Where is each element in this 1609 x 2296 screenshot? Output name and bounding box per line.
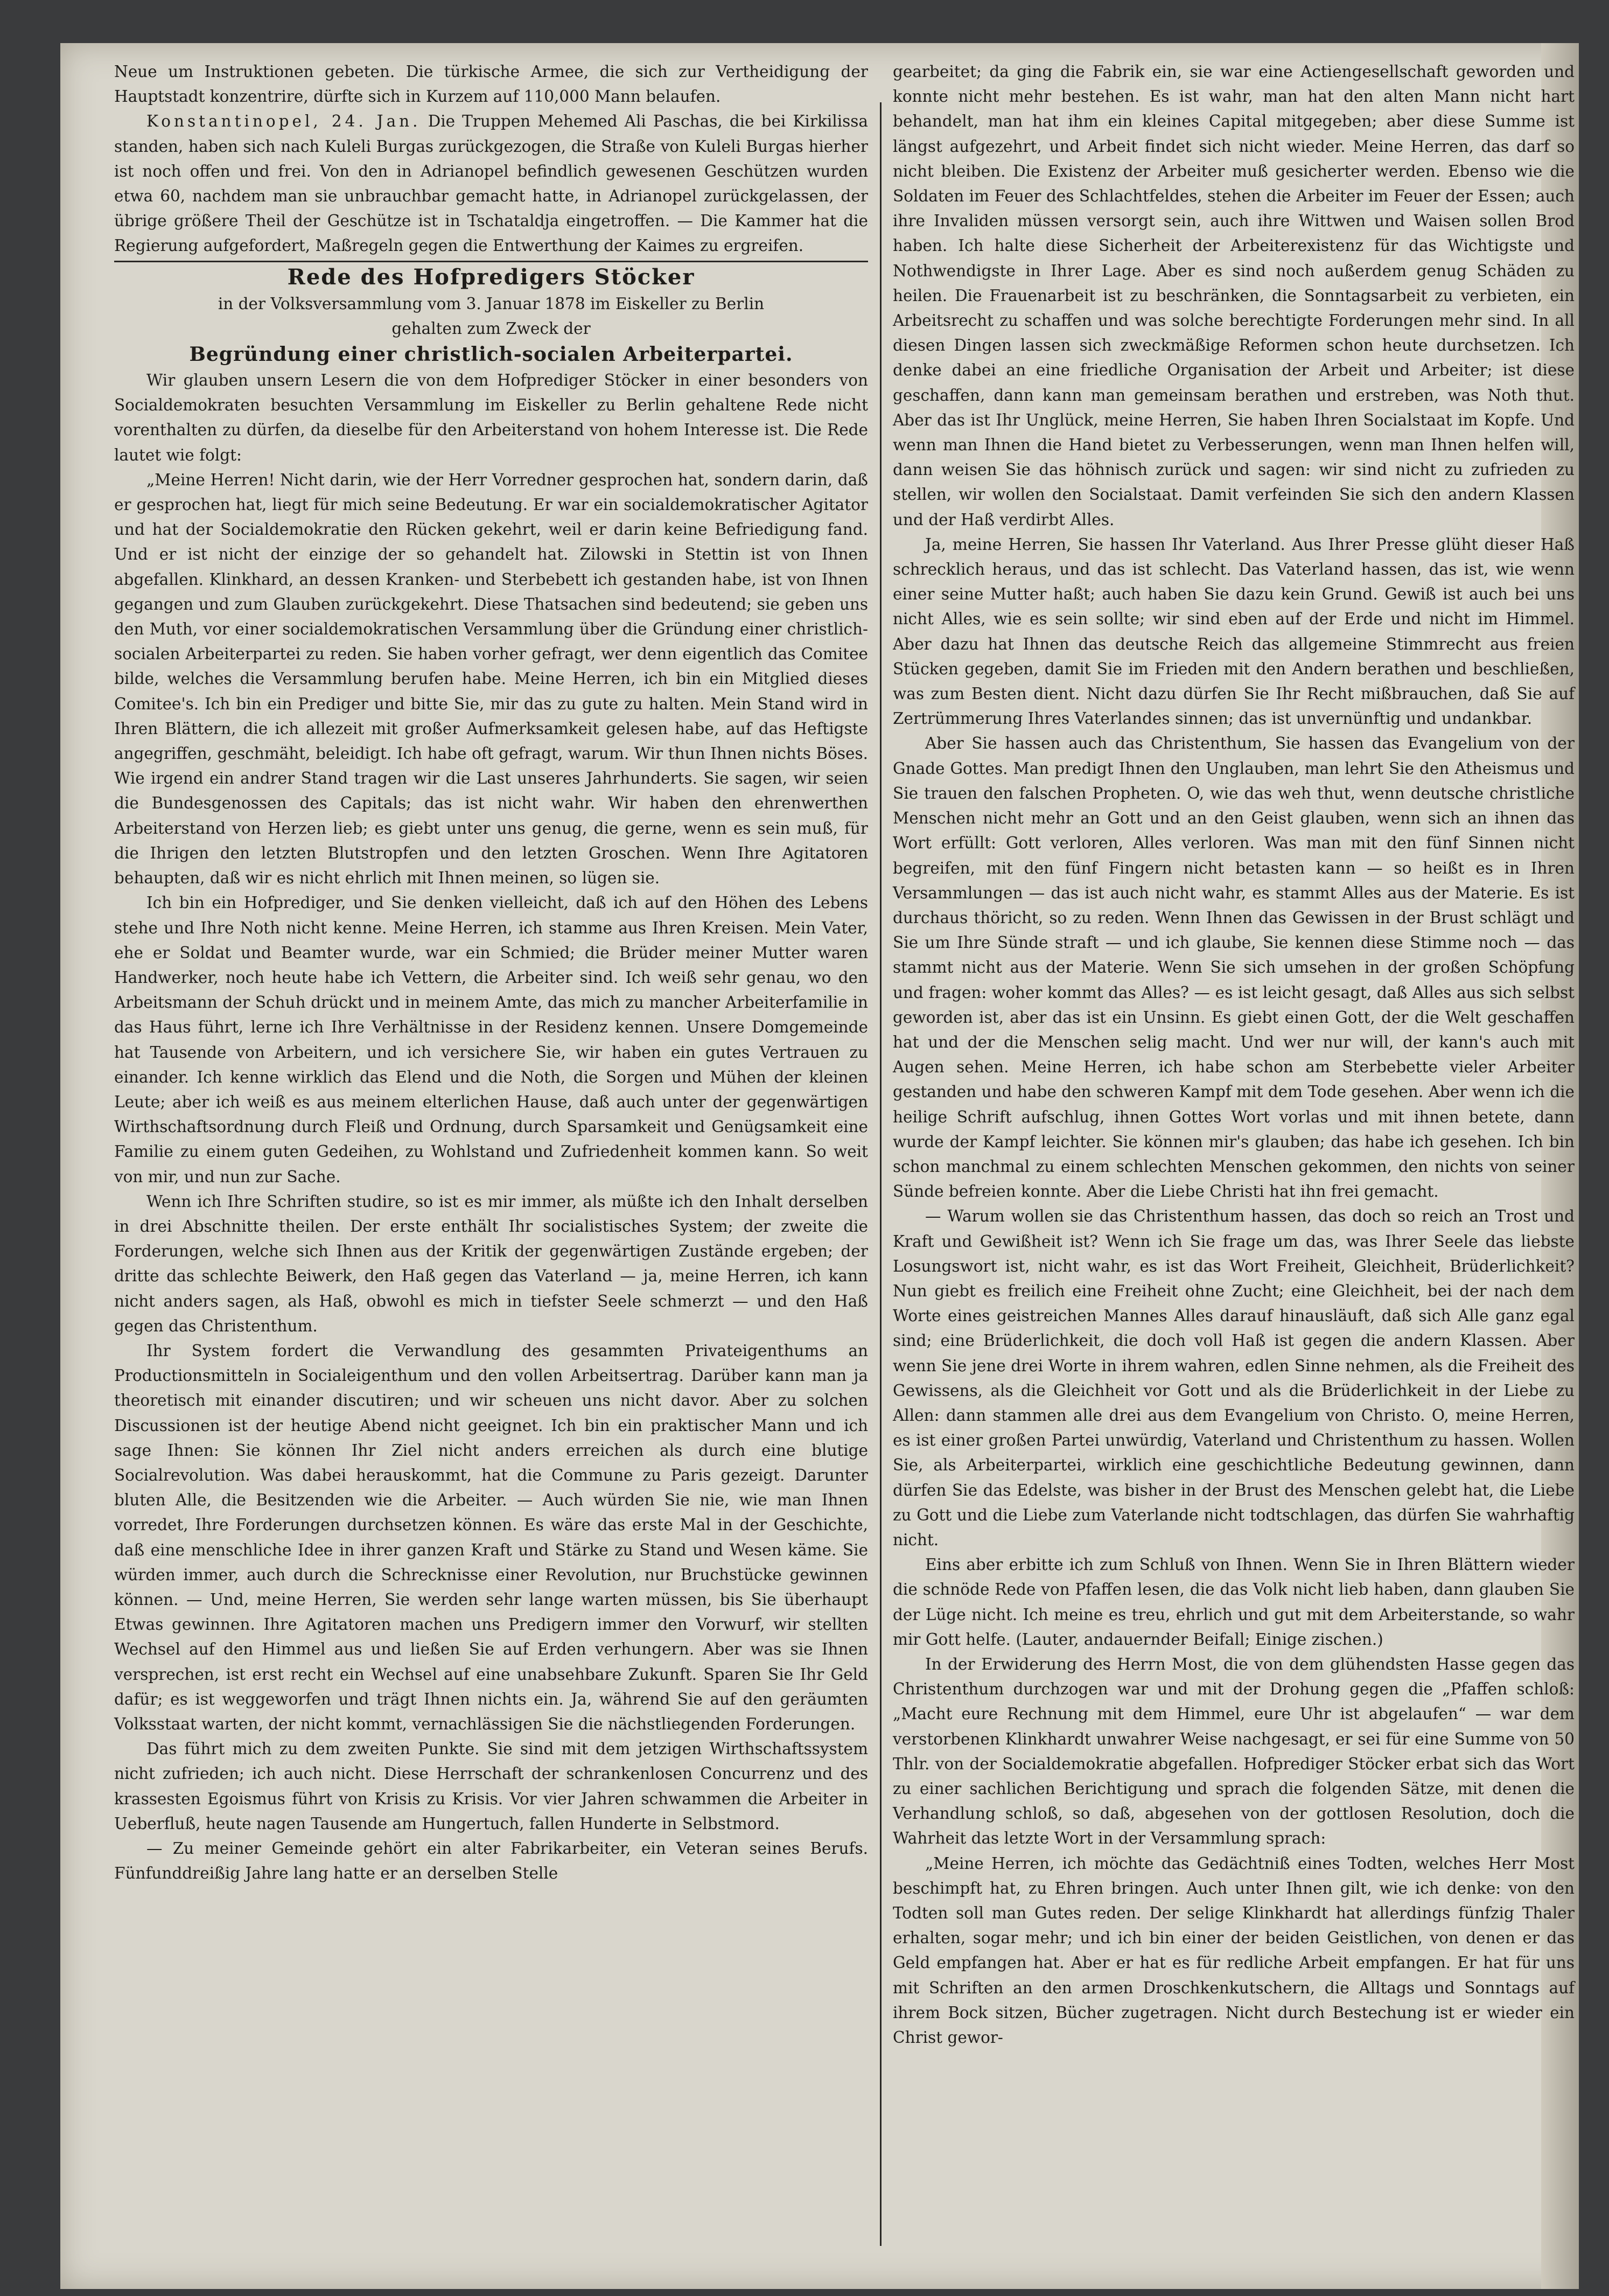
speech-paragraph: Ja, meine Herren, Sie hassen Ihr Vaterland. Aus Ihrer Presse glüht dieser Haß schrecklich heraus, und das ist schlecht. Das Vaterland hassen, das ist, wie wenn einer seine Mutter haßt; auch haben Sie dazu kein Grund. Gewiß ist auch bei uns nicht Alles, wie es sein sollte; wir sind eben auf der Erde und nicht im Himmel. Aber dazu hat Ihnen das deutsche Reich das allgemeine Stimmrecht aus freien Stücken gegeben, damit Sie im Frieden mit den Andern berathen und beschließen, was zum Besten dient. Nicht dazu dürfen Sie Ihr Recht mißbrauchen, daß Sie auf Zertrümmerung Ihres Vaterlandes sinnen; das ist unvernünftig und undankbar.: [893, 535, 1575, 728]
section-rule: [114, 261, 868, 262]
article-subheading-2: gehalten zum Zweck der: [391, 319, 591, 338]
speech-paragraph: „Meine Herren! Nicht darin, wie der Herr Vorredner gesprochen hat, sondern darin, daß er gesprochen hat, liegt für mich seine Bedeutung. Er war ein socialdemokratischer Agitator und hat der Socialdemokratie den Rücken gekehrt, weil er darin keine Befriedigung fand. Und er ist nicht der einzige der so gehandelt hat. Zilowski in Stettin ist von Ihnen abgefallen. Klinkhard, an dessen Kranken- und Sterbebett ich gestanden habe, ist von Ihnen gegangen und zum Glauben zurückgekehrt. Diese Thatsachen sind bedeutend; sie geben uns den Muth, vor einer socialdemokratischen Versammlung über die Gründung einer christlich-socialen Arbeiterpartei zu reden. Sie haben vorher gefragt, wer denn eigentlich das Comitee bilde, welches die Versammlung berufen habe. Meine Herren, ich bin ein Mitglied dieses Comitee's. Ich bin ein Prediger und bitte Sie, mir das zu gute zu halten. Mein Stand wird in Ihren Blättern, die ich allezeit mit großer Aufmerksamkeit gelesen habe, auf das Heftigste angegriffen, geschmäht, beleidigt. Ich habe oft gefragt, warum. Wir thun Ihnen nichts Böses. Wie irgend ein andrer Stand tragen wir die Last unseres Jahrhunderts. Sie sagen, wir seien die Bundesgenossen des Capitals; das ist nicht wahr. Wir haben den ehrenwerthen Arbeiterstand von Herzen lieb; es giebt unter uns genug, die gerne, wenn es sein muß, für die Ihrigen den letzten Blutstropfen und den letzten Groschen. Wenn Ihre Agitatoren behaupten, daß wir es nicht ehrlich mit Ihnen meinen, so lügen sie.: [114, 470, 868, 888]
speech-paragraph: Eins aber erbitte ich zum Schluß von Ihnen. Wenn Sie in Ihren Blättern wieder die schnöde Rede von Pfaffen lesen, die das Volk nicht lieb haben, dann glauben Sie der Lüge nicht. Ich meine es treu, ehrlich und gut mit dem Arbeiterstande, so wahr mir Gott helfe. (Lauter, andauernder Beifall; Einige zischen.): [893, 1555, 1575, 1649]
speech-paragraph: — Zu meiner Gemeinde gehört ein alter Fabrikarbeiter, ein Veteran seines Berufs. Fünfunddreißig Jahre lang hatte er an derselben Stelle: [114, 1839, 868, 1883]
news-dateline: Konstantinopel, 24. Jan.: [146, 112, 421, 131]
speech-paragraph: Das führt mich zu dem zweiten Punkte. Sie sind mit dem jetzigen Wirthschaftssystem nicht zufrieden; ich auch nicht. Diese Herrschaft der schrankenlosen Concurrenz und des krassesten Egoismus führt von Krisis zu Krisis. Vor vier Jahren schwammen die Arbeiter in Ueberfluß, heute nagen Tausende am Hungertuch, fallen Hunderte in Selbstmord.: [114, 1740, 868, 1833]
speech-paragraph: Ich bin ein Hofprediger, und Sie denken vielleicht, daß ich auf den Höhen des Lebens stehe und Ihre Noth nicht kenne. Meine Herren, ich stamme aus Ihren Kreisen. Mein Vater, ehe er Soldat und Beamter wurde, war ein Schmied; die Brüder meiner Mutter waren Handwerker, noch heute habe ich Vettern, die Arbeiter sind. Ich weiß sehr genau, wo den Arbeitsmann der Schuh drückt und in meinem Amte, das mich zu mancher Arbeiterfamilie in das Haus führt, lerne ich Ihre Verhältnisse in der Residenz kennen. Unsere Domgemeinde hat Tausende von Arbeitern, und ich versichere Sie, wir haben ein gutes Vertrauen zu einander. Ich kenne wirklich das Elend und die Noth, die Sorgen und Mühen der kleinen Leute; aber ich weiß es aus meinem elterlichen Hause, daß auch unter der gegenwärtigen Wirthschaftsordnung durch Fleiß und Ordnung, durch Sparsamkeit und Genügsamkeit eine Familie zu einem guten Gedeihen, zu Wohlstand und Zufriedenheit kommen kann. So weit von mir, und nun zur Sache.: [114, 894, 868, 1186]
left-column: [114, 59, 868, 1886]
news-paragraph-1: Neue um Instruktionen gebeten. Die türkische Armee, die sich zur Vertheidigung der Hauptstadt konzentrire, dürfte sich in Kurzem auf 110,000 Mann belaufen.: [114, 62, 868, 106]
speech-paragraph: Wenn ich Ihre Schriften studire, so ist es mir immer, als müßte ich den Inhalt derselben in drei Abschnitte theilen. Der erste enthält Ihr socialistisches System; der zweite die Forderungen, welche sich Ihnen aus der Kritik der gegenwärtigen Zustände ergeben; der dritte das schlechte Beiwerk, den Haß gegen das Vaterland — ja, meine Herren, ich kann nicht anders sagen, als Haß, obwohl es mich in tiefster Seele schmerzt — und den Haß gegen das Christenthum.: [114, 1192, 868, 1335]
speech-paragraph: Aber Sie hassen auch das Christenthum, Sie hassen das Evangelium von der Gnade Gottes. Man predigt Ihnen den Unglauben, man lehrt Sie den Atheismus und Sie trauen den falschen Propheten. O, wie das weh thut, wenn deutsche christliche Menschen nicht mehr an Gott und an den Geist glauben, wenn sich an ihnen das Wort erfüllt: Gott verloren, Alles verloren. Was man mit den fünf Sinnen nicht begreifen, mit den fünf Fingern nicht betasten kann — so heißt es in Ihren Versammlungen — das ist auch nicht wahr, es stammt Alles aus der Materie. Es ist durchaus thöricht, so zu reden. Wenn Ihnen das Gewissen in der Brust schlägt und Sie um Ihre Sünde straft — und ich glaube, Sie kennen diese Stimme noch — das stammt nicht aus der Materie. Wenn Sie sich umsehen in der großen Schöpfung und fragen: woher kommt das Alles? — es ist leicht gesagt, daß Alles aus sich selbst geworden ist, aber das ist ein Unsinn. Es giebt einen Gott, der die Welt geschaffen hat und der die Menschen selig macht. Und wer nur will, der kann's auch mit Augen sehen. Meine Herren, ich habe schon am Sterbebette vieler Arbeiter gestanden und habe den schweren Kampf mit dem Tode gesehen. Aber wenn ich die heilige Schrift aufschlug, ihnen Gottes Wort vorlas und mit ihnen betete, dann wurde der Kampf leichter. Sie können mir's glauben; das habe ich gesehen. Ich bin schon manchmal zu einem schlechten Menschen gekommen, den nichts von seiner Sünde befreien konnte. Aber die Liebe Christi hat ihn frei gemacht.: [893, 734, 1575, 1201]
article-intro: Wir glauben unsern Lesern die von dem Hofprediger Stöcker in einer besonders von Socialdemokraten besuchten Versammlung im Eiskeller zu Berlin gehaltene Rede nicht vorenthalten zu dürfen, da dieselbe für den Arbeiterstand von hohem Interesse ist. Die Rede lautet wie folgt:: [114, 371, 868, 464]
speech-paragraph: „Meine Herren, ich möchte das Gedächtniß eines Todten, welches Herr Most beschimpft hat, zu Ehren bringen. Auch unter Ihnen gilt, wie ich denke: von den Todten soll man Gutes reden. Der selige Klinkhardt hat allerdings fünfzig Thaler erhalten, sogar mehr; und ich bin einer der beiden Geistlichen, von denen er das Geld empfangen hat. Aber er hat es für redliche Arbeit empfangen. Er hat für uns mit Schriften an den armen Droschkenkutschern, die Alltags und Sonntags auf ihrem Bock sitzen, Bücher zugetragen. Nicht durch Bestechung ist er wieder ein Christ gewor-: [893, 1854, 1575, 2047]
right-column: [893, 59, 1575, 2050]
speech-paragraph: Ihr System fordert die Verwandlung des gesammten Privateigenthums an Productionsmitteln in Socialeigenthum und den vollen Arbeitsertrag. Darüber kann man ja theoretisch mit einander discutiren; und wir scheuen uns nicht davor. Aber zu solchen Discussionen ist der heutige Abend nicht geeignet. Ich bin ein praktischer Mann und ich sage Ihnen: Sie können Ihr Ziel nicht anders erreichen als durch eine blutige Socialrevolution. Was dabei herauskommt, hat die Commune zu Paris gezeigt. Darunter bluten Alle, die Besitzenden wie die Arbeiter. — Auch würden Sie nie, wie man Ihnen vorredet, Ihre Forderungen durchsetzen können. Es wäre das erste Mal in der Geschichte, daß eine menschliche Idee in ihrer ganzen Kraft und Stärke zu Stand und Wesen käme. Sie würden immer, auch durch die Schrecknisse einer Revolution, nur Bruchstücke gewinnen können. — Und, meine Herren, Sie werden sehr lange warten müssen, bis Sie überhaupt Etwas gewinnen. Ihre Agitatoren machen uns Predigern immer den Vorwurf, wir stellten Wechsel auf den Himmel aus und ließen Sie auf Erden verhungern. Aber was sie Ihnen versprechen, ist erst recht ein Wechsel auf eine unabsehbare Zukunft. Sparen Sie Ihr Geld dafür; es ist weggeworfen und trägt Ihnen nichts ein. Ja, während Sie auf den geräumten Volksstaat warten, der nicht kommt, vernachlässigen Sie die nächstliegenden Forderungen.: [114, 1341, 868, 1733]
speech-paragraph: gearbeitet; da ging die Fabrik ein, sie war eine Actiengesellschaft geworden und konnte nicht mehr bestehen. Es ist wahr, man hat den alten Mann nicht hart behandelt, man hat ihm ein kleines Capital mitgegeben; aber diese Summe ist längst aufgezehrt, und Arbeit findet sich nicht wieder. Meine Herren, das darf so nicht bleiben. Die Existenz der Arbeiter muß gesicherter werden. Ebenso wie die Soldaten im Feuer des Schlachtfeldes, stehen die Arbeiter im Feuer der Essen; auch ihre Invaliden müssen versorgt sein, auch ihre Wittwen und Waisen sollen Brod haben. Ich halte diese Sicherheit der Arbeiterexistenz für das Wichtigste und Nothwendigste in Ihrer Lage. Aber es sind noch außerdem genug Schäden zu heilen. Die Frauenarbeit ist zu beschränken, die Sonntagsarbeit zu verbieten, ein Arbeitsrecht zu schaffen und was solche berechtigte Forderungen mehr sind. In all diesen Dingen lassen sich zweckmäßige Reformen schon heute durchsetzen. Ich denke dabei an eine friedliche Organisation der Arbeit und Arbeiter; ist diese geschaffen, dann kann man gemeinsam berathen und erstreben, was Noth thut. Aber das ist Ihr Unglück, meine Herren, Sie haben Ihren Socialstaat im Kopfe. Und wenn man Ihnen die Hand bietet zu Verbesserungen, wenn man Ihnen helfen will, dann weisen Sie das höhnisch zurück und sagen: wir sind nicht zu zufrieden zu stellen, wir wollen den Socialstaat. Damit verfeinden Sie sich den andern Klassen und der Haß verdirbt Alles.: [893, 62, 1575, 529]
column-divider: [880, 102, 882, 2246]
report-paragraph: In der Erwiderung des Herrn Most, die von dem glühendsten Hasse gegen das Christenthum durchzogen war und mit der Drohung gegen die „Pfaffen schloß: „Macht eure Rechnung mit dem Himmel, eure Uhr ist abgelaufen“ — war dem verstorbenen Klinkhardt unwahrer Weise nachgesagt, er sei für eine Summe von 50 Thlr. von der Socialdemokratie abgefallen. Hofprediger Stöcker erbat sich das Wort zu einer sachlichen Berichtigung und sprach die folgenden Sätze, mit denen die Verhandlung schloß, so daß, abgesehen von der gottlosen Resolution, doch die Wahrheit das letzte Wort in der Versammlung sprach:: [893, 1655, 1575, 1848]
news-text: Die Truppen Mehemed Ali Paschas, die bei Kirkilissa standen, haben sich nach Kuleli Burgas zurückgezogen, die Straße von Kuleli Burgas hierher ist noch offen und frei. Von den in Adrianopel befindlich gewesenen Geschützen wurden etwa 60, nachdem man sie unbrauchbar gemacht hatte, in Adrianopel zurückgelassen, der übrige größere Theil der Geschütze ist in Tschataldja eingetroffen. — Die Kammer hat die Regierung aufgefordert, Maßregeln gegen die Entwerthung der Kaimes zu ergreifen.: [114, 112, 868, 255]
article-subtitle: Begründung einer christlich-socialen Arbeiterpartei.: [189, 343, 793, 366]
news-paragraph-2: [114, 109, 868, 258]
speech-paragraph: — Warum wollen sie das Christenthum hassen, das doch so reich an Trost und Kraft und Gewißheit ist? Wenn ich Sie frage um das, was Ihrer Seele das liebste Losungswort ist, nicht wahr, es ist das Wort Freiheit, Gleichheit, Brüderlichkeit? Nun giebt es freilich eine Freiheit ohne Zucht; eine Gleichheit, bei der nach dem Worte eines geistreichen Mannes Alles darauf hinausläuft, daß sich Alle ganz egal sind; eine Brüderlichkeit, die doch voll Haß ist gegen die andern Klassen. Aber wenn Sie jene drei Worte in ihrem wahren, edlen Sinne nehmen, als die Freiheit des Gewissens, als die Gleichheit vor Gott und als die Brüderlichkeit in der Liebe zu Allen: dann stammen alle drei aus dem Evangelium von Christo. O, meine Herren, es ist einer großen Partei unwürdig, Vaterland und Christenthum zu hassen. Wollen Sie, als Arbeiterpartei, wirklich eine geschichtliche Bedeutung gewinnen, dann dürfen Sie das Edelste, was bisher in der Brust des Menschen gelebt hat, die Liebe zu Gott und die Liebe zum Vaterlande nicht todtschlagen, das dürfen Sie wahrhaftig nicht.: [893, 1207, 1575, 1549]
article-subheading-1: in der Volksversammlung vom 3. Januar 1878 im Eiskeller zu Berlin: [218, 294, 765, 313]
article-title: Rede des Hofpredigers Stöcker: [287, 264, 695, 290]
